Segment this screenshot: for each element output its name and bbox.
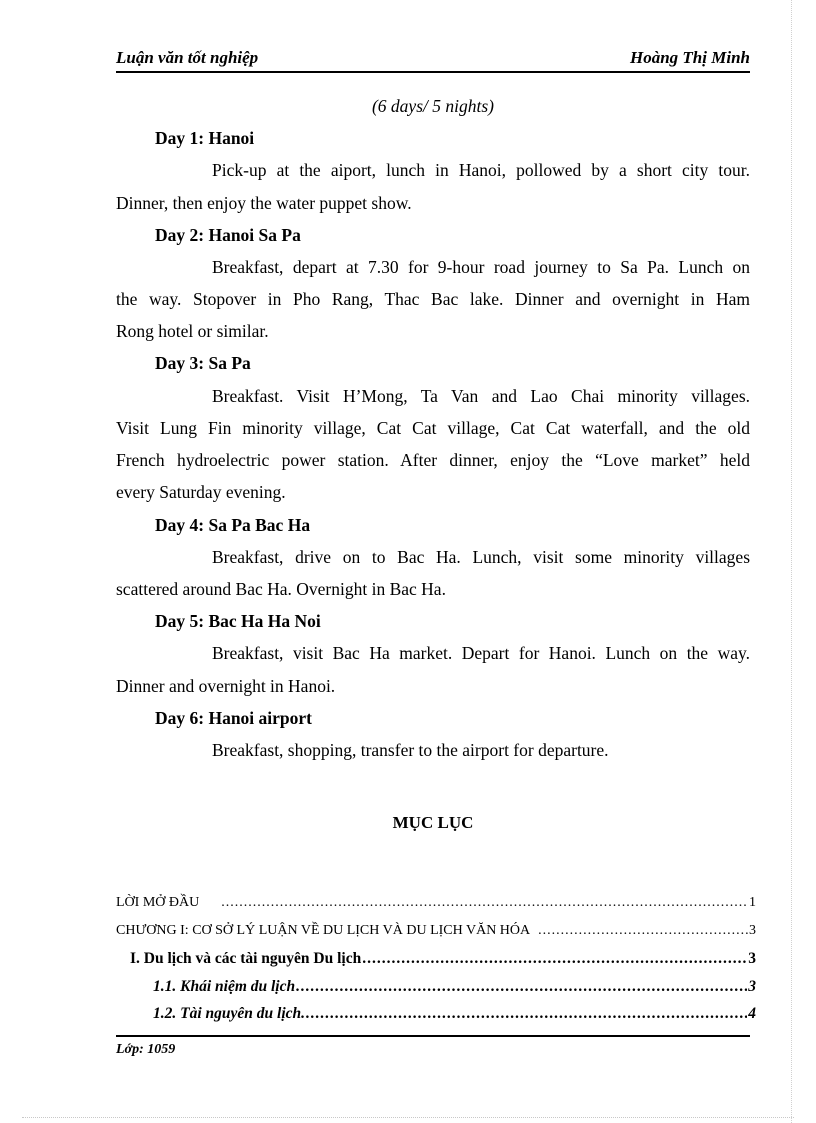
toc-leader-dots: [362, 949, 747, 969]
toc-heading: MỤC LỤC: [392, 813, 474, 832]
header-thesis-title: Luận văn tốt nghiệp: [116, 48, 259, 67]
day-3-text-line: French hydroelectric power station. After dinner, enjoy the “Love market” held: [116, 450, 750, 470]
day-4-text-line: Breakfast, drive on to Bac Ha. Lunch, visit some minority villages: [212, 547, 750, 567]
day-1-title: Day 1: Hanoi: [155, 128, 255, 148]
toc-leader-dots: [306, 1004, 747, 1024]
day-3-title: Day 3: Sa Pa: [155, 353, 251, 373]
itinerary-duration: (6 days/ 5 nights): [371, 96, 494, 116]
toc-entry-page: 1: [749, 895, 756, 910]
day-5-title: Day 5: Bac Ha Ha Noi: [155, 611, 321, 631]
page-header: [116, 46, 750, 73]
toc-entry[interactable]: [153, 1004, 756, 1024]
toc-entry-label: LỜI MỞ ĐẦU: [116, 895, 200, 910]
day-1-text-line: Pick-up at the aiport, lunch in Hanoi, pollowed by a short city tour.: [212, 160, 750, 180]
toc-entry[interactable]: [153, 977, 756, 997]
toc-entry-label: CHƯƠNG I: CƠ SỞ LÝ LUẬN VỀ DU LỊCH VÀ DU LỊCH VĂN HÓA: [116, 923, 531, 938]
day-5-text-line: Dinner and overnight in Hanoi.: [116, 676, 336, 696]
day-1-text-line: Dinner, then enjoy the water puppet show.: [116, 193, 412, 213]
toc-entry-page: 3: [748, 978, 756, 995]
day-4-title: Day 4: Sa Pa Bac Ha: [155, 515, 311, 535]
toc-entry-page: 3: [748, 950, 756, 967]
day-2-text-line: the way. Stopover in Pho Rang, Thac Bac lake. Dinner and overnight in Ham: [116, 289, 750, 309]
toc-entry[interactable]: [116, 893, 756, 913]
day-2-title: Day 2: Hanoi Sa Pa: [155, 225, 301, 245]
toc-entry-page: 4: [748, 1005, 756, 1022]
day-6-text-line: Breakfast, shopping, transfer to the airport for departure.: [212, 740, 609, 760]
day-3-text-line: Visit Lung Fin minority village, Cat Cat village, Cat Cat waterfall, and the old: [116, 418, 750, 438]
toc-leader-dots: [221, 893, 748, 913]
page-edge-bottom: [22, 1117, 794, 1118]
footer-rule: [116, 1035, 750, 1037]
day-3-text-line: Breakfast. Visit H’Mong, Ta Van and Lao Chai minority villages.: [212, 386, 750, 406]
day-2-text-line: Rong hotel or similar.: [116, 321, 269, 341]
toc-entry-label: 1.1. Khái niệm du lịch: [153, 978, 296, 995]
footer-class-label: Lớp: 1059: [116, 1042, 176, 1057]
header-author-name: Hoàng Thị Minh: [630, 48, 750, 67]
day-3-text-line: every Saturday evening.: [116, 482, 286, 502]
day-4-text-line: scattered around Bac Ha. Overnight in Bac Ha.: [116, 579, 446, 599]
toc-leader-dots: [296, 977, 747, 997]
day-2-text-line: Breakfast, depart at 7.30 for 9-hour road journey to Sa Pa. Lunch on: [212, 257, 750, 277]
toc-leader-dots: [538, 921, 748, 941]
toc-entry-label: I. Du lịch và các tài nguyên Du lịch: [130, 950, 362, 967]
page-edge-right: [791, 0, 792, 1123]
day-5-text-line: Breakfast, visit Bac Ha market. Depart for Hanoi. Lunch on the way.: [212, 643, 750, 663]
toc-entry[interactable]: [116, 921, 756, 941]
day-6-title: Day 6: Hanoi airport: [155, 708, 313, 728]
toc-entry[interactable]: [130, 949, 756, 969]
toc-entry-label: 1.2. Tài nguyên du lịch.: [153, 1005, 306, 1022]
toc-entry-page: 3: [749, 923, 756, 938]
